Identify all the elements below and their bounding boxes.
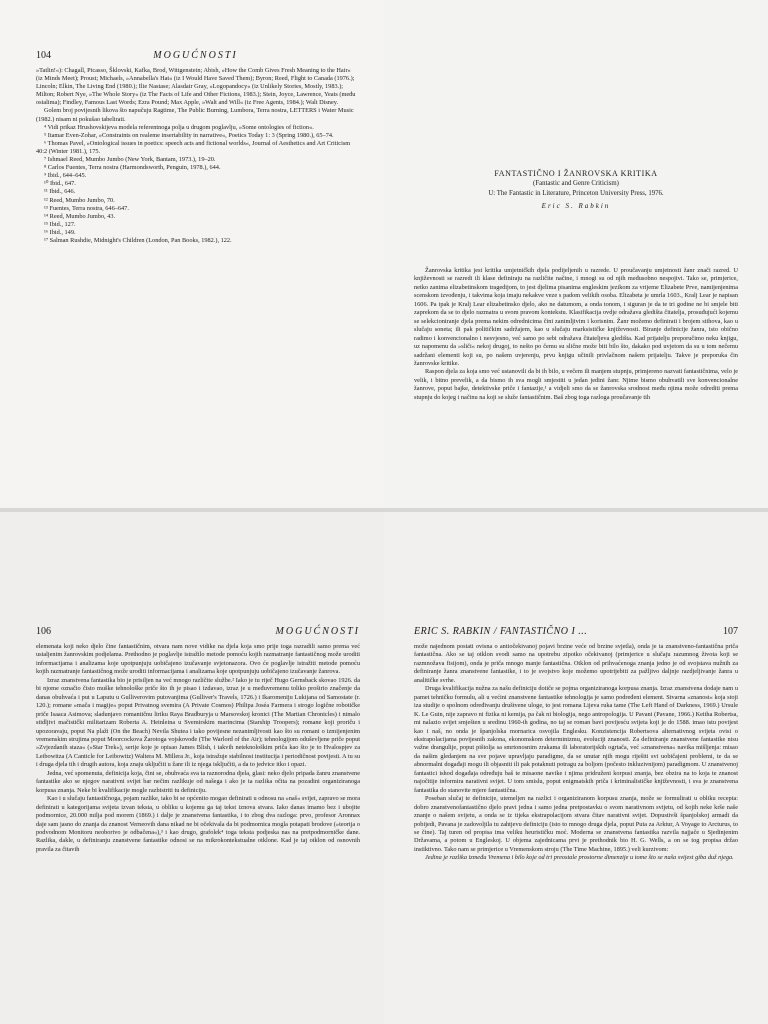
running-head: MOGUĆNOSTI bbox=[275, 626, 360, 637]
note-8: ⁸ Carlos Fuentes, Terra nostra (Harmondsworth, Penguin, 1978.), 644. bbox=[44, 164, 221, 172]
page-header bbox=[36, 626, 360, 638]
article-author: Eric S. Rabkin bbox=[541, 202, 611, 210]
note-paragraph: Golem broj povijesnih likova što napučuju Ragtime, The Public Burning, Lumbora, Terra nostra, LETTERS i Water Music (1982.) nisam ni pokušao tabelirati. bbox=[36, 107, 354, 123]
body-paragraph: Kao i u slučaju fantastičnoga, pojam razlike, iako bi se općenito mogao definirati u odnosu na »naš« svijet, zapravo se mora definirati u kategorijama svijeta izvan teksta, u obliku u kojemu ga taj tekst iznova stvara. Iako danas imamo bez i ubojite podmornice, 20.000 milja pod morem (1869.) i dalje je znanstvena fantastika, i to zbog dva razloga: prvo, profesor Aronnax daje sam jasno do znanja da znanost Verneovih dana nikad ne bi očekivala da bi podmornica mogla potapati brodove (»teorija o podvodnom Monitoru neoborivo je odbačena«),³ i kao drugo, grafolek⁴ toga teksta podjeska nas na pretpodmorničke dane. Razlika, dakle, u definiranju znanstvene fantastike odnosi se na mikrokontekstualne otklone. Kad je taj otklon od osnovnih pravila za čitavih bbox=[36, 795, 360, 853]
body-paragraph: Žanrovska kritika jest kritika umjetničkih djela podijeljenih u razrede. U proučavanju umjetnosti žanr znači razred. U književnosti se razredi ili klase definiraju na različite načine, i mnogi su od njih međusobno nespojivi. Tako se, primjerice, netko zanima elizabetinskom tragedijom, to jest djelima pisanima engleskim jezikom za vrijeme Elizabete Prve, namijenjenima scenskom izvođenju, i takvima koja imaju nekakve veze s padom velikih osoba. Elizabeta je umrla 1603., Kralj Lear je napisan 1606. Pa ipak je Kralj Lear elizabetinsko djelo, ako ne datumom, a onda tonom, i siguran je da te tri godine ne bi smjele biti zaprekom da se to djelo razmatra u svom pravom kontekstu. Klasifikacija ovdje odražava gledišta čitatelja, prosuđujući kojemu se selekcioniranje djela prema nekim odrednicima čini zanimljivim i korisnim. Žanr možemo definirati i brojem stihova, kao u slučaju soneta; ili pak političkim sadržajem, kao u slučaju marksističke književnosti. Biranje definicije žanra, isto obično radimo i konvencionalno i nesvjesno, već samo po sebi odražava čitateljeva gledišta. Kad prijatelju preporučimo neku knjigu, uz napomenu da »sliči« nekoj drugoj, to nešto po čemu su slične može biti bilo što, dakako pod uvjetom da su u tom nečemu sadržani elementi koji su, po našem uvjerenju, prvu knjigu učinili privlačnom našem prijatelju. Takve je preporuka čin žanrovske kritike. bbox=[414, 267, 738, 367]
note-17: ¹⁷ Salman Rushdie, Midnight's Children (London, Pan Books, 1982.), 122. bbox=[44, 236, 232, 244]
endnotes bbox=[36, 67, 358, 245]
page-body bbox=[36, 643, 360, 854]
page-104 bbox=[0, 0, 384, 508]
quoted-paragraph: Jedina je razlika između Vremena i bilo koje od tri preostale prostorne dimenzije u tome što se naša svijest giba duž njega. bbox=[425, 854, 734, 862]
page-header bbox=[414, 626, 738, 638]
page-body bbox=[414, 643, 738, 863]
page-105 bbox=[384, 0, 768, 508]
body-paragraph: Raspon djela za koja smo već ustanovili da bi ih bilo, u večem ili manjem stupnju, primjereno nazvati fantastičnima, velo je velik, i bitno prevelik, a da bismo ih sva mogli smjestiti u jedan jedini žanr. Njime bismo obuhvatili sve konvencionalne žanrove, poput bajke, detektivske priče i fantazije,¹ a vidjeli smo da se žanrovska srodnost među njima može odrediti prema stupnju do kojeg i načinu na koji se služe fantastičnim. Baš zbog toga razloga proučavanje tih bbox=[414, 368, 738, 401]
body-paragraph: Poseban slučaj te definicije, utemeljen na razlici i organiziranom korpusu znanja, može se formulirati u obliku recepta: dobro znanstvenofantastično djelo pravi jedna i samo jedna pretpostavku o svom narativnom svijetu, od kojih neke krše naše znanje o našem svijetu, a onda se iz tijeka ekstrapolacijom stvara čitav narativni svijet. Dopustivši španjolskoj armadi da pobijedi, Pavana je zadovoljila tu zahtjevu definiciju (isto to mnogo druga djela, poput Puta za Arktur, A Voyage to Arcturus, to se čine). Taj turen od propisa ima veliku heurističku moć. Moderna se znanstvena fantastika razvila najjače u Sjedinjenim Državama, a potom u Engleskoj. U objema zajednicama prvi je prethodnik bio H. G. Wells, a on se tog propisa držao instiktivno. Tako nam se primjerice u Vremenskom stroju (The Time Machine, 1895.) veli kurzivom: bbox=[414, 795, 738, 853]
note-11: ¹¹ Ibid., 646. bbox=[44, 188, 76, 196]
article-subtitle: (Fantastic and Genre Criticism) bbox=[533, 180, 619, 187]
body-paragraph: Izraz znanstvena fantastika bio je prisiljen na već mnogo različite službe.² Iako je tu riječ Hugo Gernsback skovao 1926. da bi njome označio čisto muške tehnološke priče što ih je pisao i izdavao, izraz je u međuvremenu toliko proširio značenje da danas obuhvaća i put u Laputu u Gulliverovim putovanjima (Gulliver's Travels, 1726.) i Ikaromeniju Lukijana od Samostate (r. 120.); romane »mača i magije« poput Privatnog svemira (A Private Cosmos) Philipa Joséa Farmera i strogo logične robotičke priče Isaaca Asimova; sladunjavo romantičnu liriku Raya Bradburyja u Marsovskoj kronici (The Martian Chronicles) i nimalo stidljivi mačistički militarizam Roberta A. Heinleina u Svemirskim marincima (Starship Troopers); romane koji proriču i upozoravaju, poput Na plaži (On the Beach) Nevila Shutea i tako povijesne nezanimljivosti kao što su romani o izmijenjenim vremenskim strujima poput Moorcockova Žarotoga vojskovođe (The Warlord of the Air); tehnologijom oduševljene priče poput »Zvjezdanih staza« (»Star Trek«), serije koje je opisao James Blish, i takvih neteknološkim priča kao što je to Hvalospjev za Leibowitza (A Canticle for Leibowitz) Waltera M. Millera Jr., koja istražuje stabilnost institucija i periodičnost povijesti. A tu su i druga djela tih i drugih autora, koja znaju uključiti u žanr ili iz njega isključiti, a da to jedvice itko i opazi. bbox=[36, 676, 360, 769]
page-number: 104 bbox=[36, 50, 51, 61]
title-gap bbox=[414, 211, 738, 267]
body-paragraph: može najednom postati ovisna o antiočekivanoj pojavi brzine veće od brzine svjetla), onda je ta znanstveno-fantastična priča fantastična. Ako se taj otklon svodi samo na upotrebu zipotko očekivanoj (primjerice u slučaju razumnog života koji se razmnožava fisijom), onda je priča mnogo manje fantastična. Otklon od prihvaćenoga znanja jedno je od svojstava nužnih za definiranje žanra znanstvene fantastike, i to je svojstvo koje možemo upotrijebiti za pažljivo daljnje razdjeljivanje žanra u analitičke svrhe. bbox=[414, 643, 738, 684]
page-number: 106 bbox=[36, 626, 51, 637]
note-13: ¹³ Fuentes, Terra nostra, 646–647. bbox=[44, 204, 129, 212]
article-title: FANTASTIČNO I ŽANROVSKA KRITIKA bbox=[494, 169, 658, 178]
page-107 bbox=[384, 512, 768, 1024]
note-9: ⁹ Ibid., 644–645. bbox=[44, 172, 87, 180]
note-15: ¹⁵ Ibid., 127. bbox=[44, 220, 76, 228]
note-continuation: »Tatlin!«): Chagall, Picasso, Šklovski, Kafka, Brod, Wittgenstein; Abish, »How the Comb Gives Fresh Meaning to the Hair« (iz Minds Meet); Proust; Michaels, »Annabella's Hat« (iz I Would Have Saved Them); Byron; Reed, Flight to Canada (1976.); Lincoln; Elkin, The Living End (1980.); Ilie Nastase; Alasdair Gray, »Logopandocy« (iz Unlikely Stories, Mostly, 1983.); Milton; Robert Nye, »The Whole Story« (iz The Facts of Life and Other Fictions, 1983.); Stein, Joyce, Lawrence, Yeats (među ostalima); Findley, Famous Last Words; Ezra Pound; Max Apple, »Walt and Will« (iz Free Agents, 1984.); Walt Disney. bbox=[36, 67, 356, 107]
page-number: 107 bbox=[723, 626, 738, 637]
body-paragraph: Jedna, već spomenuta, definicija koja, čini se, obuhvaća sva ta raznorodna djela, glasi: neko djelo pripada žanru znanstvene fantastike ako se njegov narativni svijet bar nečim razlikuje od našega i ako je ta razlika očita na pozadini organiziranoga korpusa znanja. Neke bi kvalifikacije mogle razbistriti tu definiciju. bbox=[36, 769, 360, 794]
note-6: ⁶ Thomas Pavel, »Ontological issues in poetics: speech acts and fictional worlds«, Journal of Aesthetics and Art Criticism 40:2 (Winter 1981.), 175. bbox=[36, 139, 351, 155]
note-16: ¹⁶ Ibid., 149. bbox=[44, 228, 76, 236]
page-106 bbox=[0, 512, 384, 1024]
running-head: MOGUĆNOSTI bbox=[153, 50, 238, 61]
note-14: ¹⁴ Reed, Mumbo Jumbo, 43. bbox=[44, 212, 116, 220]
article-body bbox=[414, 267, 738, 402]
note-7: ⁷ Ishmael Reed, Mumbo Jumbo (New York, Bantam, 1973.), 19–20. bbox=[44, 156, 216, 164]
note-4: ⁴ Vidi prikaz Hrushovskijeva modela referentnoga polja u drugom poglavlju, »Some ontologies of fiction«. bbox=[44, 123, 314, 131]
note-5: ⁵ Itamar Even-Zohar, »Constraints on realeme insertability in narrative«, Poetics Today 1: 3 (Spring 1980.), 65–74. bbox=[44, 131, 334, 139]
note-12: ¹² Reed, Mumbo Jumbo, 70. bbox=[44, 196, 115, 204]
note-10: ¹⁰ Ibid., 647. bbox=[44, 180, 76, 188]
running-head: ERIC S. RABKIN / FANTASTIČNO I ... bbox=[414, 626, 588, 637]
page-header bbox=[36, 50, 358, 62]
article-source: U: The Fantastic in Literature, Princeton University Press, 1976. bbox=[488, 190, 664, 197]
body-paragraph: elemenata koji neko djelo čine fantastičnim, otvara nam nove vidike na djela koja smo prije toga razradili samo prema već ustaljenim žanrovskim podjelama. Prethodno je poglavlje istražilo metode pomoću kojih razmatranje fantastičnog može uroditi informacijama i analizama koje upotpunjuju uobičajeno izučavanje svjetonazora. Ovo će poglavlje istražiti metode pomoću kojih razmatranje fantastičnog može uroditi informacijama i analizama koje upotpunjuju uobičajeno izučavanje žanrova. bbox=[36, 643, 360, 676]
body-paragraph: Druga kvalifikacija nužna za našu definiciju dotiče se pojma organiziranoga korpusa znanja. Izraz znanstvena dodaje nam u pamet tehničku formulu, ali u većini znanstvene fantastike tehnologija je samo podređeni element. Stvarna »znanost« koja stoji iza studije o spolnom određivanju društvene uloge, to jest romana Lijeva ruka tame (The Left Hand of Darkness, 1969.) Ursule K. Le Guin, nije zapravo ni fizika ni kemija, pa čak ni biologija, nego antropologija. U Pavani (Pavane, 1966.) Keitha Robertsa, mi nalazio svijet smješten u sredinu 1960-ih godina, no taj se roman bavi povijesću svijeta koji je do 1588. imao istu povijest kao i naš, no onda je španjolska mornarica osvojila Englesku. Konzistencija Robertsova alternativnog svijeta ovisi o ekstrapolacijama povijesnih zakona, ekonomskom determinizmu, evoluciji znanosti. Za definiranje znanstvene fantastike nisu važne drangulije, poput pištolja sa smrtonosnim zrakama ili laboratorijskih ogrtača, već »znanstvena« navika mišljenja: misao da našim gledanjem na sve pojave upravljaju paradigme, da se unutar njih mogu riješiti svi uobičajeni problemi, te da se abnormalni događaji mogu ili objasniti ili pak potaknuti potragu za boljom (počesto inkluzivnijom) paradigmom. U znanstvenoj fantastici ishod događaja određuju baš te misaone navike i njima pridruženi korpusi znanja, bez obzira na to koja te znanost najočitije informira narativni svijet. U tom smislu, poput enigmatskih priča i kriminalističke književnosti, i sva je znanstvena fantastika do stanovite mjere fantastična. bbox=[414, 685, 738, 794]
